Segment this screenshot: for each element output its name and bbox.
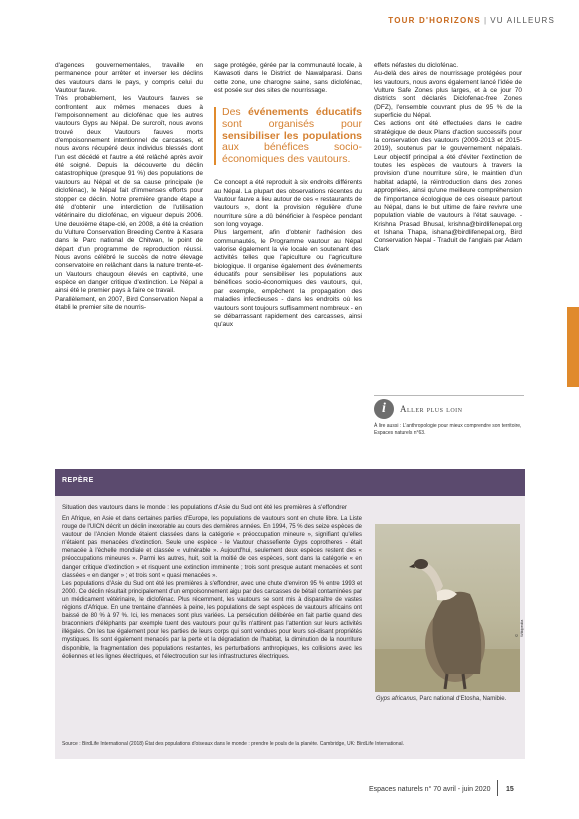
header-separator: | — [483, 16, 488, 25]
box-body — [62, 515, 362, 661]
subsection-title: VU AILLEURS — [490, 16, 555, 25]
pull-quote-text: sont organisés pour — [222, 117, 362, 130]
photo-caption — [376, 696, 516, 704]
source-note: Source : BirdLife International (2018) État des populations d'oiseaux dans le monde : prendre le pouls de la planète. Cambridge, UK: BirdLife International. — [62, 741, 404, 747]
pull-quote-highlight: sensibiliser les populations — [222, 129, 362, 142]
divider — [374, 395, 524, 396]
caption-text: , Parc national d'Etosha, Namibie. — [416, 696, 507, 702]
caption-species: Gyps africanus — [376, 696, 417, 702]
further-reading-title: Aller plus loin — [400, 404, 463, 414]
paragraph: sage protégée, gérée par la communauté locale, à Kawasoti dans le District de Nawalparasi. Dans cette zone, une charogne saine, sans diclofénac, est posée sur des sites de nourrissage. — [214, 62, 362, 95]
photo-credit: © Wikipedia — [514, 619, 524, 637]
paragraph: Plus largement, afin d'obtenir l'adhésion des communautés, le Programme vautour au Népal valorise également la vie locale en soutenant des activités telles que l'apiculture ou l'agriculture biologique. Il organise également des événements éducatifs pour sensibiliser les populations aux bénéfices socio-économiques des vautours, qui, par exemple, empêchent la propagation des maladies infectieuses - dans les endroits où les vautours sont toujours suffisamment nombreux - en se débarrassant rapidement des carcasses, ainsi qu'aux — [214, 229, 363, 329]
paragraph: effets néfastes du diclofénac. — [374, 62, 459, 69]
reference-box — [55, 469, 525, 759]
further-reading-text: À lire aussi : L'anthropologie pour mieux comprendre son territoire, Espaces naturels n°63. — [374, 423, 522, 436]
paragraph: d'agences gouvernementales, travaille en permanence pour arrêter et inverser les déclins des vautours dans le pays, y compris celui du Vautour fauve. — [55, 62, 203, 95]
paragraph: Très probablement, les Vautours fauves se confrontent aux mêmes menaces dues à l'empoisonnement au diclofénac que les autres vautours Gyps au Népal. De surcroît, nous avons trouvé deux Vautours fauves morts d'empoisonnement intentionnel de carcasses, et nous avons récupéré deux individus blessés dont l'un est décédé et l'autre a été relâché après avoir été soigné. Depuis la découverte du déclin catastrophique (presque 91 %) des populations de vautours au Népal et de sa cause principale (le diclofénac), le Népal fait d'immenses efforts pour stopper ce déclin. Notre première grande étape a été d'obtenir une interdiction de l'utilisation vétérinaire du diclofénac, en vigueur depuis 2006. Une deuxième étape-clé, en 2008, a été la création du Vulture Conservation Breeding Centre à Kasara dans le Parc national de Chitwan, le point de départ d'un programme de reproduction réussi. Nous avons célébré le succès de notre élevage conservatoire en relâchant dans la nature trente-et-un Vautours chaugoun élevés en captivité, une espèce en danger critique d'extinction. Le Népal a ainsi été le premier pays à faire ce travail. — [55, 95, 203, 295]
box-heading: REPÈRE — [55, 469, 525, 496]
article-column-1 — [55, 62, 203, 312]
section-title: TOUR D'HORIZONS — [388, 16, 481, 25]
pull-quote-highlight: événements éducatifs — [247, 106, 362, 119]
pull-quote-text: aux bénéfices socio-économiques des vautours. — [222, 141, 362, 165]
pull-quote-text: Des — [222, 106, 248, 119]
vulture-photo — [375, 524, 520, 692]
paragraph: Parallèlement, en 2007, Bird Conservation Nepal a établi le premier site de nourris- — [55, 295, 203, 311]
paragraph: Les populations d'Asie du Sud ont été les premières à s'effondrer, avec une chute d'environ 95 % entre 1993 et 2000. Ce déclin résultait principalement d'un empoisonnement aigu par des carcasses de bétail contaminées par un médicament vétérinaire, le diclofénac. Plus récemment, les vautours se sont mis à disparaître de vastes régions d'Afrique. En une trentaine d'années à peine, les populations de sept espèces de vautours africains ont baissé de 80 % à 97 %. Ici, les menaces sont plus variées. La persécution délibérée en fait partie quand des braconniers d'éléphants par exemple tuent des vautours pour qu'ils n'attirent pas l'attention sur leurs activités illégales. On les tue également pour les parties de leurs corps qui sont vendues pour leurs soi-disant propriétés mystiques. Ils sont également menacés par la perte et la dégradation de l'habitat, la diminution de la nourriture disponible, la fragmentation des populations restantes, les perturbations anthropiques, les collisions avec les éoliennes et les lignes électriques, et l'électrocution sur les infrastructures électriques. — [62, 580, 362, 660]
info-icon: i — [374, 399, 394, 419]
side-color-tab — [567, 307, 579, 387]
footer-divider — [497, 780, 498, 796]
article-column-3 — [374, 62, 522, 254]
article-column-2 — [214, 62, 362, 330]
paragraph: Au-delà des aires de nourrissage protégées pour les vautours, nous avons également lancé l'idée de Vulture Safe Zones plus larges, et à ce jour 70 districts sont déclarés Diclofenac-free Zones (DFZ), l'ensemble couvrant plus de 95 % de la superficie du Népal. — [374, 70, 522, 120]
paragraph: En Afrique, en Asie et dans certaines parties d'Europe, les populations de vautours sont en chute libre. La Liste rouge de l'UICN décrit un déclin inexorable au cours des dernières années. En 1994, 75 % des seize espèces de vautour de l'Ancien Monde étaient classées dans la catégorie « préoccupation mineure », signifiant qu'elles n'étaient pas menacées d'extinction. Seule une espèce - le Vautour chassefiente Gyps coprotheres - était menacée à l'échelle mondiale et classée « vulnérable ». Aujourd'hui, seulement deux espèces restent des « préoccupations mineures ». Parmi les autres, huit, soit la moitié de ces espèces, sont dans la catégorie « en danger critique d'extinction » et risquent une extinction imminente ; trois sont presque autant menacées et sont classées « en danger » ; et trois sont « quasi menacées ». — [62, 516, 362, 579]
vulture-illustration — [375, 524, 520, 692]
pull-quote — [214, 107, 362, 165]
paragraph: Ce concept a été reproduit à six endroits différents au Népal. La plupart des observations récentes du Vautour fauve a lieu autour de ces « restaurants de vautours », dont la provision régulière d'une nourriture sûre a dû bénéficier à l'espèce pendant son long voyage. — [214, 179, 362, 229]
page-number: 15 — [506, 786, 514, 793]
further-reading — [374, 395, 524, 436]
magazine-issue: Espaces naturels n° 70 avril - juin 2020 — [369, 786, 491, 793]
paragraph: Ces actions ont été effectuées dans le cadre stratégique de deux Plans d'action successifs pour la conservation des vautours (2009-2013 et 2015-2019), soutenus par le gouvernement népalais. Leur objectif principal a été d'éviter l'extinction de toutes les espèces de vautours à travers la provision d'une nourriture sûre, le maintien d'un habitat adapté, la réintroduction dans des zones appropriées, ainsi qu'une meilleure compréhension de l'importance écologique de ces oiseaux partout au Népal, dans le but ultime de faire revivre une population viable de vautours à l'état sauvage. - Krishna Prasad Bhusal, krishna@birdlifenepal.org et Ishana Thapa, ishana@birdlifenepal.org, Bird Conservation Nepal - Traduit de l'anglais par Adam Clark — [374, 120, 522, 253]
running-header — [388, 16, 555, 25]
box-lead: Situation des vautours dans le monde : les populations d'Asie du Sud ont été les premières à s'effondrer — [62, 504, 347, 511]
